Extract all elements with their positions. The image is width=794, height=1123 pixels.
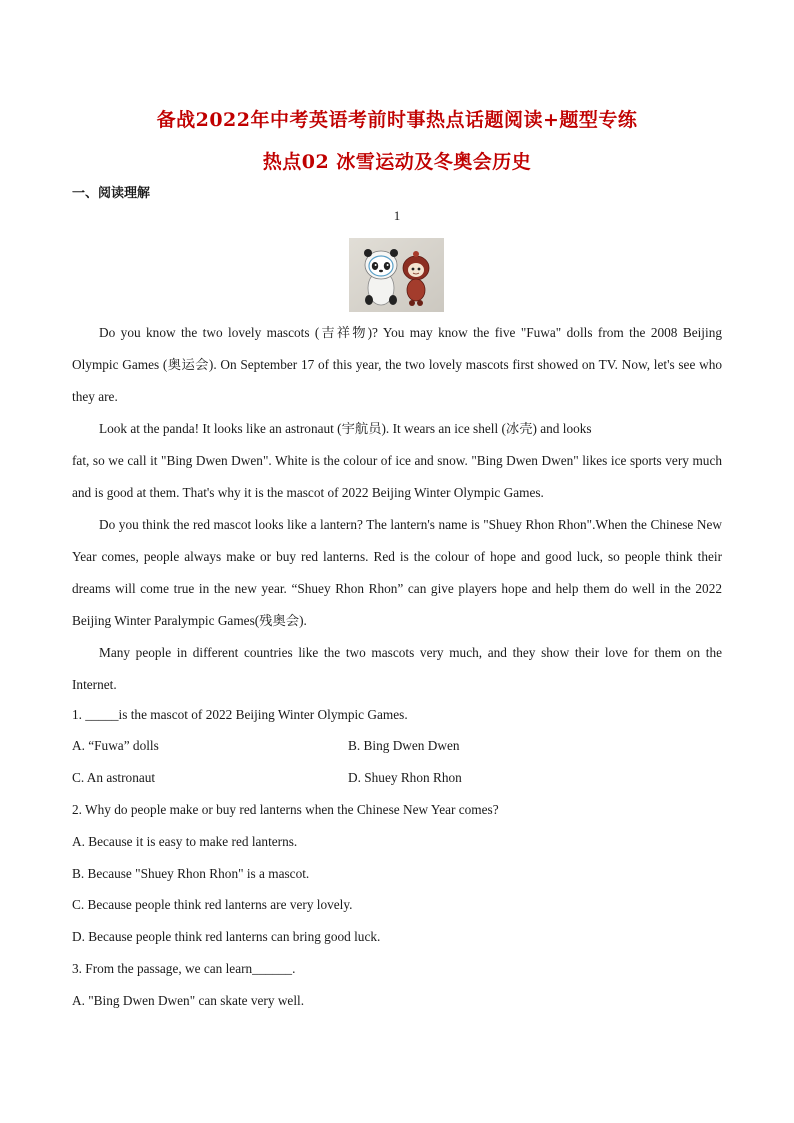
answer-option: A. "Bing Dwen Dwen" can skate very well. <box>72 993 305 1008</box>
answer-option: A. “Fuwa” dolls <box>72 738 159 753</box>
answer-option: D. Because people think red lanterns can bring good luck. <box>72 929 381 944</box>
question-stem: 2. Why do people make or buy red lanterns when the Chinese New Year comes? <box>72 802 499 817</box>
document-title: 备战2022年中考英语考前时事热点话题阅读+题型专练 <box>156 109 638 131</box>
document-subtitle: 热点02 冰雪运动及冬奥会历史 <box>262 151 532 173</box>
answer-option: B. Because "Shuey Rhon Rhon" is a mascot. <box>72 866 310 881</box>
passage-paragraph: fat, so we call it "Bing Dwen Dwen". White is the colour of ice and snow. "Bing Dwen Dwen" likes ice sports very much and is good at them. That's why it is the mascot of 2022 Beijing Winter Olympic Games. <box>72 453 722 500</box>
passage-paragraph: Look at the panda! It looks like an astronaut (宇航员). It wears an ice shell (冰壳) and looks <box>99 421 592 436</box>
passage-paragraph: Many people in different countries like the two mascots very much, and they show their love for them on the Internet. <box>72 645 722 692</box>
passage-paragraph: Do you think the red mascot looks like a lantern? The lantern's name is "Shuey Rhon Rhon".When the Chinese New Year comes, people always make or buy red lanterns. Red is the colour of hope and good luck, so people think their dreams will come true in the new year. “Shuey Rhon Rhon” can give players hope and help them do well in the 2022 Beijing Winter Paralympic Games(残奥会). <box>72 517 722 628</box>
passage-number: 1 <box>393 208 401 223</box>
question-stem: 3. From the passage, we can learn______. <box>72 961 296 976</box>
answer-option: C. Because people think red lanterns are very lovely. <box>72 897 353 912</box>
answer-option: A. Because it is easy to make red lanterns. <box>72 834 298 849</box>
mascots-photo-icon <box>349 238 444 312</box>
passage-body <box>72 317 722 701</box>
passage-paragraph: Do you know the two lovely mascots (吉祥物)? You may know the five "Fuwa" dolls from the 2008 Beijing Olympic Games (奥运会). On September 17 of this year, the two lovely mascots first showed on TV. Now, let's see who they are. <box>72 325 722 404</box>
answer-option: C. An astronaut <box>72 770 156 785</box>
answer-option: B. Bing Dwen Dwen <box>348 738 460 753</box>
answer-option: D. Shuey Rhon Rhon <box>348 770 462 785</box>
section-heading: 一、阅读理解 <box>72 186 151 201</box>
question-stem: 1. _____is the mascot of 2022 Beijing Winter Olympic Games. <box>72 707 408 722</box>
lantern-mascot-body <box>407 279 425 301</box>
